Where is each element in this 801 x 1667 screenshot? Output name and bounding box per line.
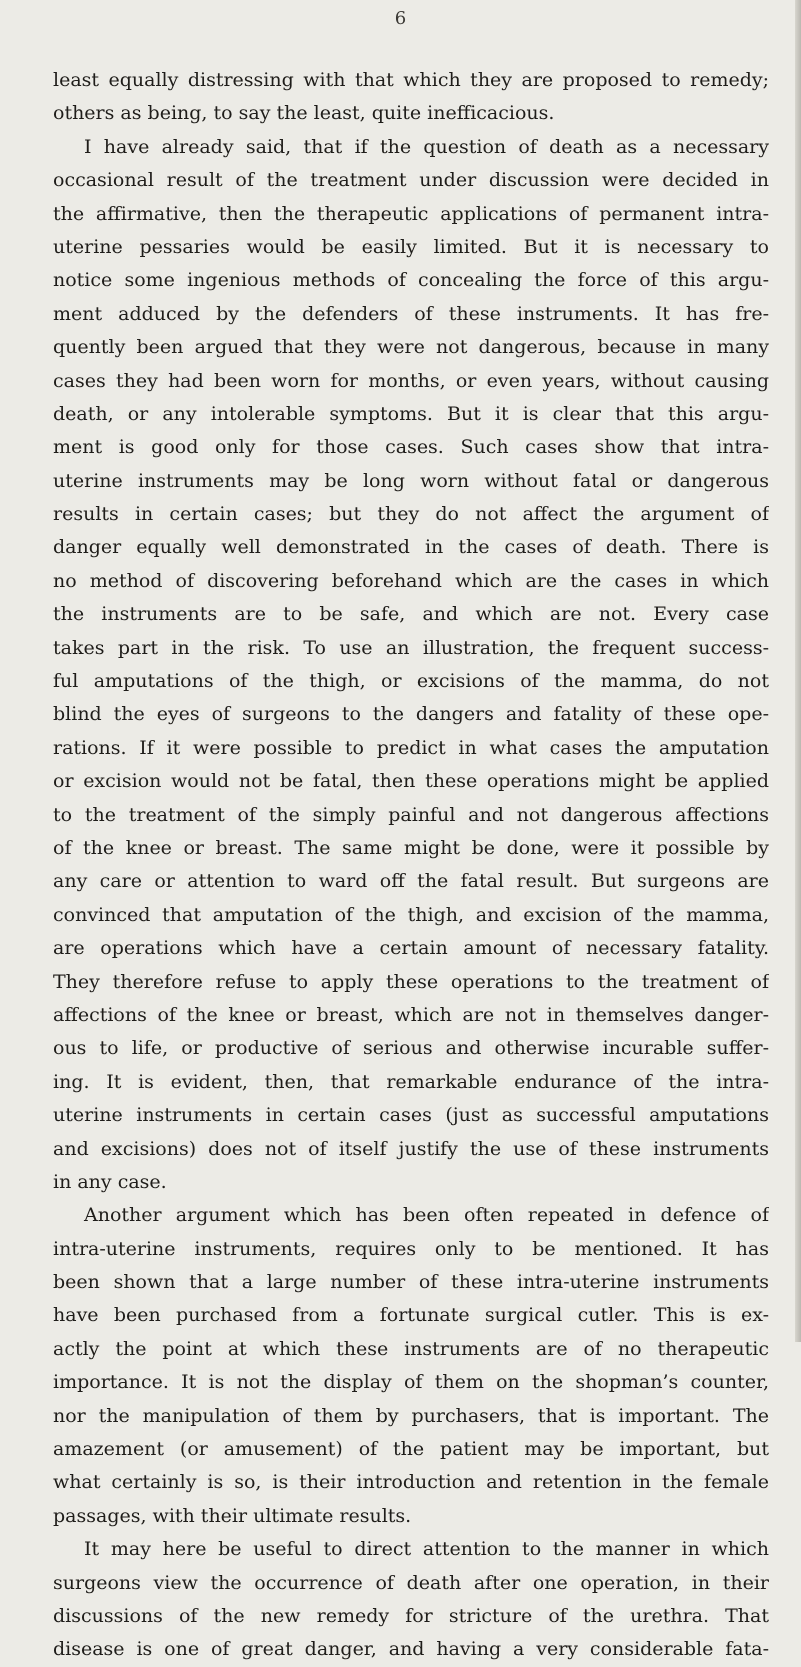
text-line: others as being, to say the least, quite inefficacious.	[53, 102, 555, 125]
text-line: takes part in the risk. To use an illustration, the frequent success-	[53, 636, 769, 659]
text-line: are operations which have a certain amount of necessary fatality.	[53, 937, 769, 960]
text-line: what certainly is so, is their introduction and retention in the female	[53, 1471, 769, 1494]
text-line: the instruments are to be safe, and which are not. Every case	[53, 603, 769, 626]
text-line: in any case.	[53, 1170, 167, 1193]
text-line: ful amputations of the thigh, or excisions of the mamma, do not	[53, 670, 769, 693]
text-line: convinced that amputation of the thigh, and excision of the mamma,	[53, 903, 769, 926]
text-line: any care or attention to ward off the fatal result. But surgeons are	[53, 870, 769, 893]
text-line: uterine pessaries would be easily limited. But it is necessary to	[53, 235, 769, 258]
text-line: least equally distressing with that which they are proposed to remedy;	[53, 69, 769, 91]
text-line: quently been argued that they were not dangerous, because in many	[53, 336, 769, 359]
text-line: of the knee or breast. The same might be done, were it possible by	[53, 836, 769, 859]
text-line: results in certain cases; but they do not affect the argument of	[53, 503, 769, 526]
text-line: or excision would not be fatal, then these operations might be applied	[53, 770, 769, 793]
text-line: actly the point at which these instruments are of no therapeutic	[53, 1337, 769, 1360]
text-line: I have already said, that if the question of death as a necessary	[84, 135, 769, 158]
text-line: ing. It is evident, then, that remarkable endurance of the intra-	[53, 1070, 769, 1093]
text-line: ous to life, or productive of serious and otherwise incurable suffer-	[53, 1037, 769, 1060]
text-line: danger equally well demonstrated in the cases of death. There is	[53, 536, 769, 559]
text-line: death, or any intolerable symptoms. But it is clear that this argu-	[53, 402, 769, 425]
text-line: the affirmative, then the therapeutic applications of permanent intra-	[53, 202, 769, 225]
text-line: rations. If it were possible to predict in what cases the amputation	[53, 736, 769, 759]
page-number: 6	[394, 8, 407, 29]
body-text	[53, 64, 769, 1667]
text-line: cases they had been worn for months, or even years, without causing	[53, 369, 769, 392]
text-line: blind the eyes of surgeons to the dangers and fatality of these ope-	[53, 703, 769, 726]
text-line: ment is good only for those cases. Such cases show that intra-	[53, 436, 769, 459]
text-line: passages, with their ultimate results.	[53, 1504, 412, 1527]
text-line: have been purchased from a fortunate surgical cutler. This is ex-	[53, 1304, 769, 1327]
text-line: They therefore refuse to apply these operations to the treatment of	[53, 970, 769, 993]
text-line: been shown that a large number of these intra-uterine instruments	[53, 1271, 769, 1294]
text-line: uterine instruments in certain cases (just as successful amputations	[53, 1104, 769, 1127]
text-line: no method of discovering beforehand which are the cases in which	[53, 569, 769, 592]
page-edge-shadow	[795, 0, 801, 1342]
text-line: discussions of the new remedy for stricture of the urethra. That	[53, 1604, 769, 1627]
text-line: disease is one of great danger, and having a very considerable fata-	[53, 1638, 769, 1661]
text-line: occasional result of the treatment under discussion were decided in	[53, 169, 769, 192]
text-line: importance. It is not the display of them on the shopman’s counter,	[53, 1371, 769, 1394]
text-line: ment adduced by the defenders of these instruments. It has fre-	[53, 302, 769, 325]
text-line: surgeons view the occurrence of death after one operation, in their	[53, 1571, 769, 1594]
text-line: Another argument which has been often repeated in defence of	[84, 1204, 769, 1227]
text-line: uterine instruments may be long worn without fatal or dangerous	[53, 469, 769, 492]
text-line: and excisions) does not of itself justify the use of these instruments	[53, 1137, 769, 1160]
text-line: It may here be useful to direct attention to the manner in which	[84, 1538, 769, 1561]
text-line: nor the manipulation of them by purchasers, that is important. The	[53, 1404, 769, 1427]
text-line: affections of the knee or breast, which are not in themselves danger-	[53, 1003, 769, 1026]
text-line: notice some ingenious methods of concealing the force of this argu-	[53, 269, 769, 292]
text-line: to the treatment of the simply painful and not dangerous affections	[53, 803, 769, 826]
text-line: amazement (or amusement) of the patient may be important, but	[53, 1438, 769, 1461]
text-line: intra-uterine instruments, requires only to be mentioned. It has	[53, 1237, 769, 1260]
